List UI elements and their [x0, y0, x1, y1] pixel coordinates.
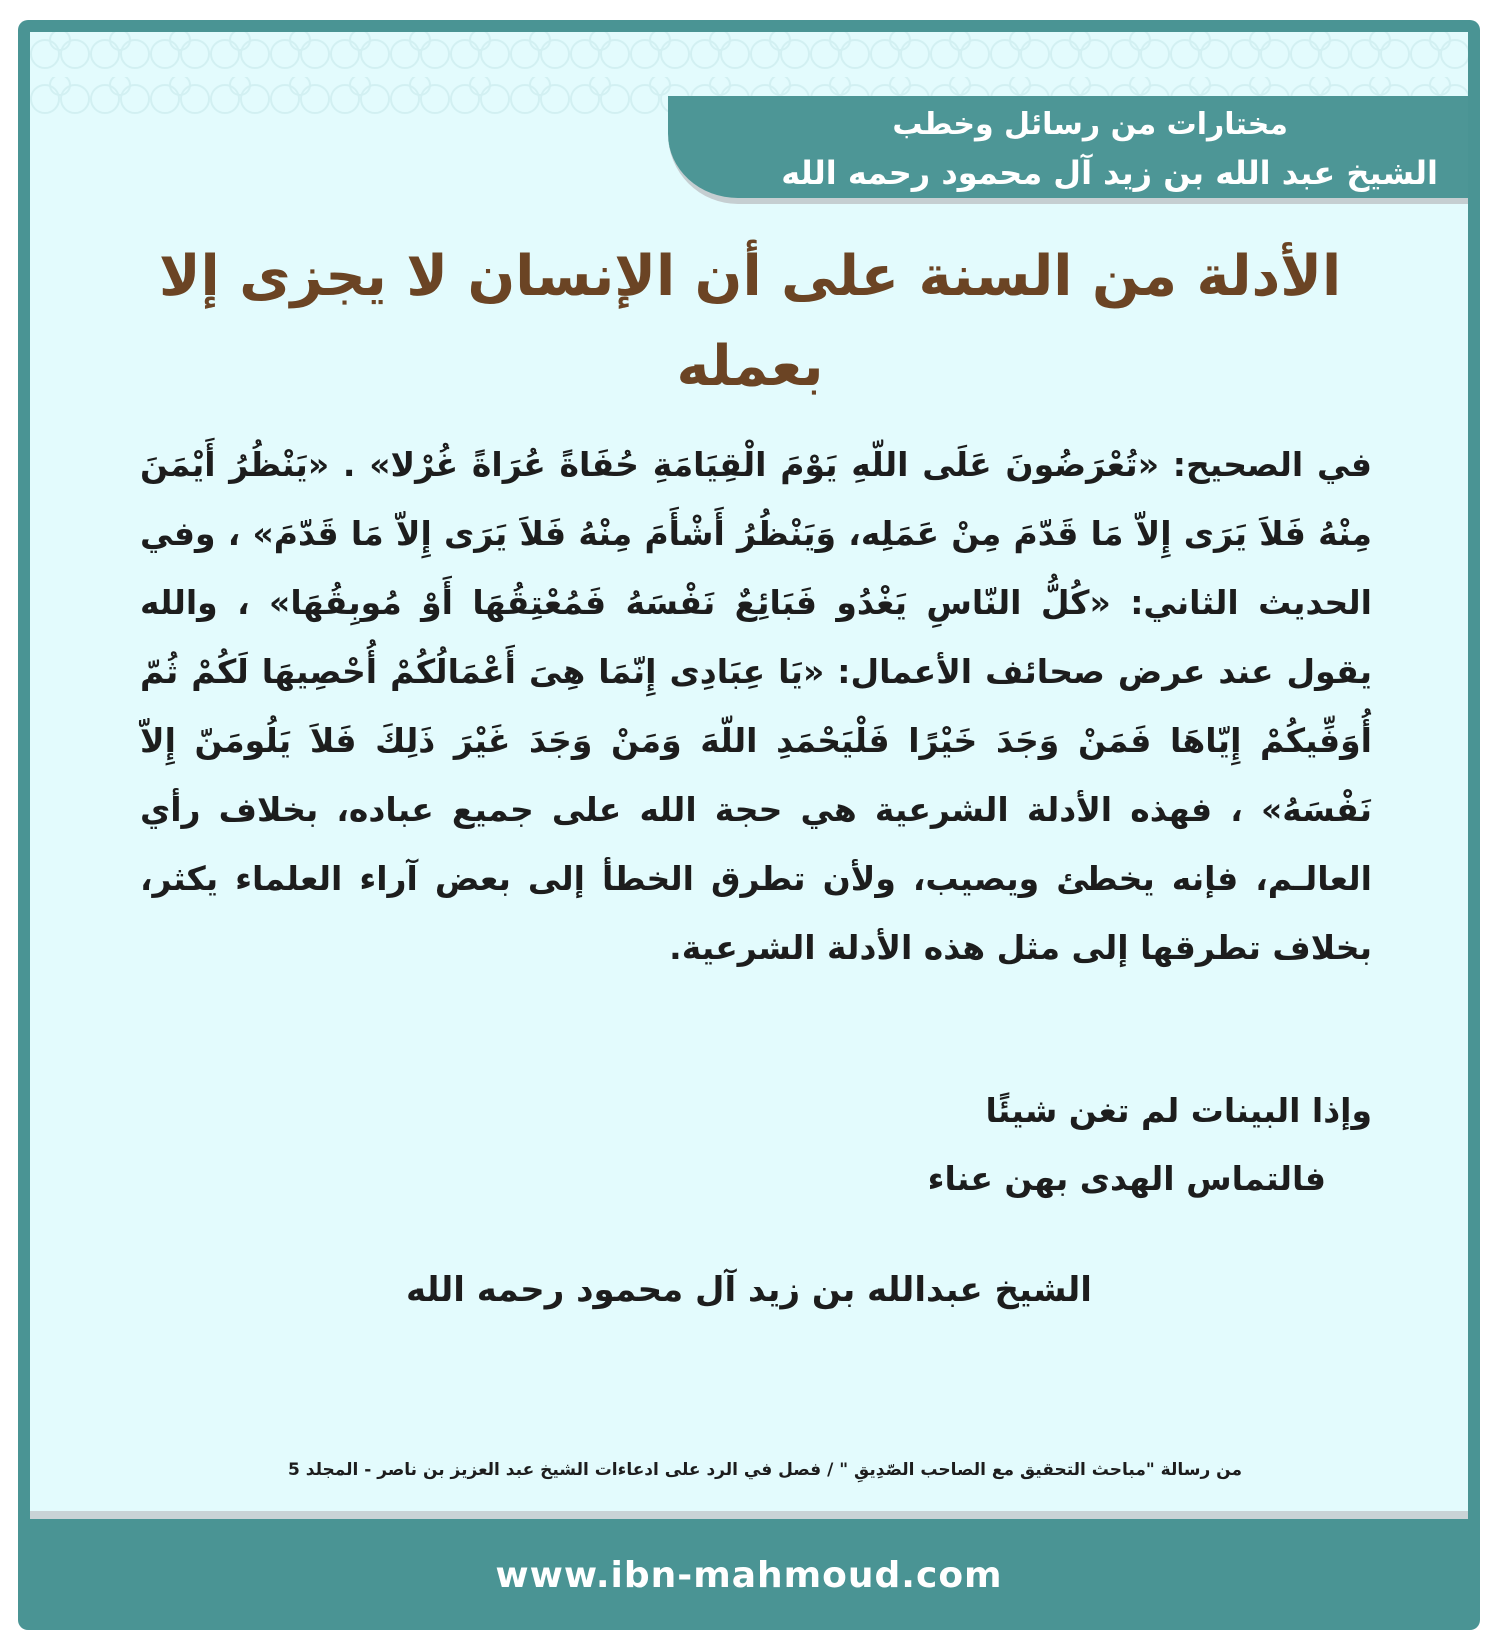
author-signature: الشيخ عبدالله بن زيد آل محمود رحمه الله — [406, 1270, 1092, 1310]
body-text: في الصحيح: «تُعْرَضُونَ عَلَى اللّهِ يَوْمَ الْقِيَامَةِ حُفَاةً عُرَاةً غُرْلا» . «يَنْظُرُ أَيْمَنَ مِنْهُ فَلاَ يَرَى إِلاّ مَا قَدّمَ مِنْ عَمَلِه، وَيَنْظُرُ أَشْأَمَ مِنْهُ فَلاَ يَرَى إِلاّ مَا قَدّمَ» ، وفي الحديث الثاني: «كُلُّ النّاسِ يَغْدُو فَبَائِعٌ نَفْسَهُ فَمُعْتِقُهَا أَوْ مُوبِقُهَا» ، والله يقول عند عرض صحائف الأعمال: «يَا عِبَادِى إِنّمَا هِىَ أَعْمَالُكُمْ أُحْصِيهَا لَكُمْ ثُمّ أُوَفِّيكُمْ إِيّاهَا فَمَنْ وَجَدَ خَيْرًا فَلْيَحْمَدِ اللّهَ وَمَنْ وَجَدَ غَيْرَ ذَلِكَ فَلاَ يَلُومَنّ إِلاّ نَفْسَهُ» ، فهذه الأدلة الشرعية هي حجة الله على جميع عباده، بخلاف رأي العالـم، فإنه يخطئ ويصيب، ولأن تطرق الخطأ إلى بعض آراء العلماء يكثر، بخلاف تطرقها إلى مثل هذه الأدلة الشرعية. — [140, 445, 1372, 967]
page-title: الأدلة من السنة على أن الإنسان لا يجزى إلا بعمله — [158, 244, 1342, 399]
series-banner — [668, 96, 1468, 204]
verse — [330, 1077, 1372, 1213]
page-frame — [18, 20, 1480, 1630]
website-link[interactable]: www.ibn-mahmoud.com — [495, 1554, 1003, 1596]
content-panel — [30, 32, 1468, 1519]
verse-line-1: وإذا البينات لم تغن شيئًا — [985, 1091, 1372, 1130]
source-citation: من رسالة "مباحث التحقيق مع الصاحب الصّدِيقِ " / فصل في الرد على ادعاءات الشيخ عبد العزيز بن ناصر - المجلد 5 — [287, 1460, 1242, 1480]
verse-line-2: فالتماس الهدى بهن عناء — [927, 1159, 1326, 1198]
series-line-1: مختارات من رسائل وخطب — [892, 107, 1288, 142]
series-line-2: الشيخ عبد الله بن زيد آل محمود رحمه الله — [781, 154, 1438, 192]
